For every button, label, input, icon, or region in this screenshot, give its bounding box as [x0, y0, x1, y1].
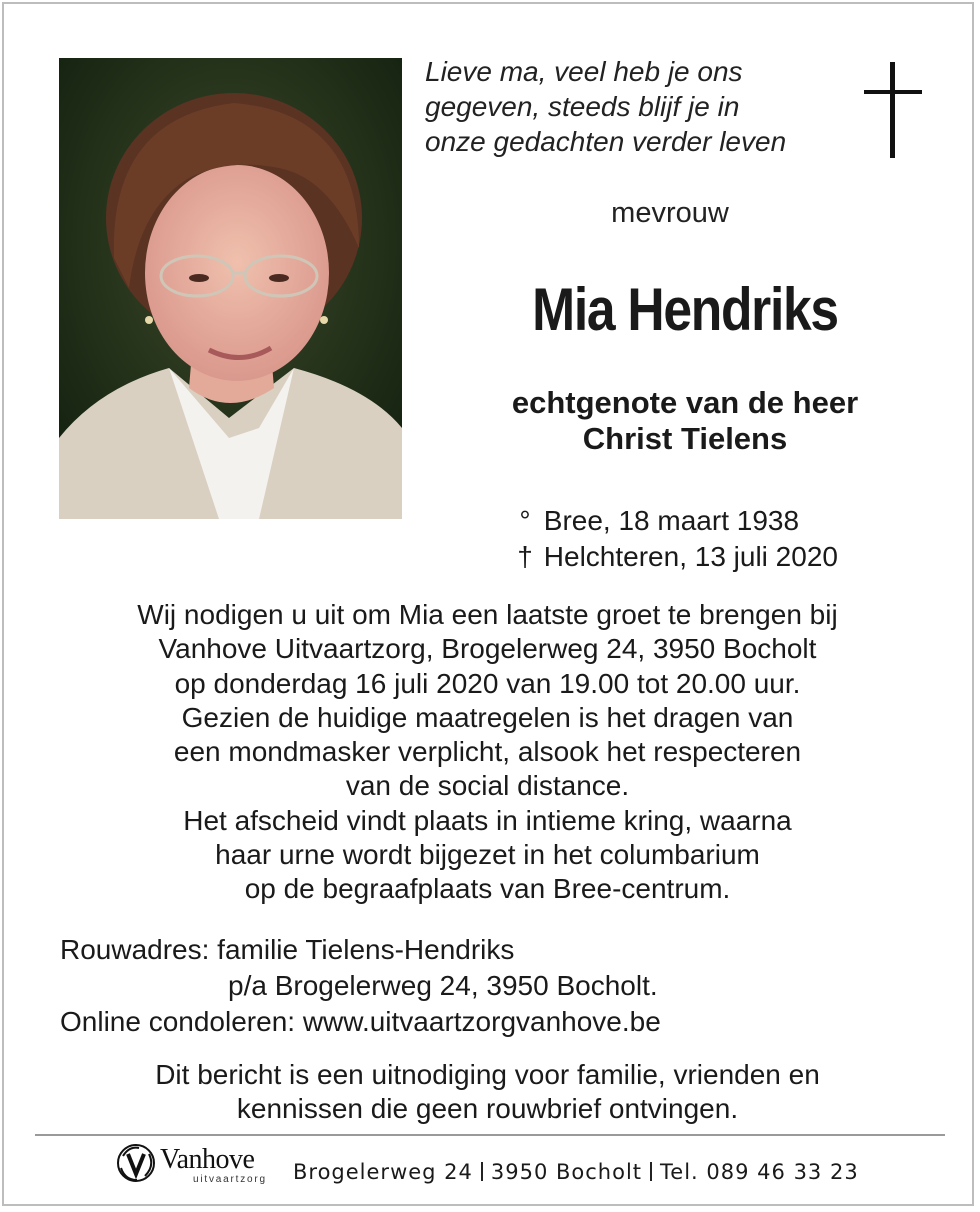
- footer-address: [293, 1160, 859, 1184]
- death-date: [514, 539, 838, 575]
- spouse-line: echtgenote van de heer: [511, 385, 859, 420]
- invitation-note: [40, 1058, 935, 1126]
- birth-symbol: °: [519, 505, 531, 536]
- deceased-name: Mia Hendriks: [532, 276, 838, 343]
- invitation-line: op donderdag 16 juli 2020 van 19.00 tot 20.00 uur.: [174, 667, 801, 699]
- invitation-line: op de begraafplaats van Bree-centrum.: [244, 873, 731, 905]
- separator: [650, 1162, 652, 1181]
- invitation-line: Het afscheid vindt plaats in intieme kring, waarna: [183, 804, 792, 836]
- poem-line: onze gedachten verder leven: [425, 126, 787, 157]
- online-condolence: Online condoleren: www.uitvaartzorgvanhove.be: [60, 1006, 661, 1037]
- invitation-line: Gezien de huidige maatregelen is het dragen van: [181, 701, 794, 733]
- brand-subtitle: uitvaartzorg: [193, 1174, 267, 1185]
- brand-name: Vanhove: [160, 1144, 255, 1175]
- death-symbol: †: [517, 541, 533, 572]
- portrait-photo: [59, 58, 402, 519]
- invitation-line: van de social distance.: [345, 770, 630, 802]
- life-dates: [514, 503, 838, 575]
- footer-street: Brogelerweg 24: [293, 1160, 473, 1184]
- separator: [481, 1162, 483, 1181]
- cross-icon: [864, 62, 922, 158]
- invitation-line: Wij nodigen u uit om Mia een laatste groet te brengen bij: [137, 599, 838, 630]
- birth-text: Bree, 18 maart 1938: [543, 505, 800, 536]
- salutation: mevrouw: [611, 197, 729, 229]
- footer-city: 3950 Bocholt: [490, 1160, 643, 1184]
- poem-quote: [425, 54, 845, 159]
- invitation-line: Vanhove Uitvaartzorg, Brogelerweg 24, 3950 Bocholt: [158, 633, 817, 665]
- spouse-info: [425, 385, 945, 457]
- note-line: Dit bericht is een uitnodiging voor familie, vrienden en: [155, 1059, 820, 1090]
- rouwadres: Rouwadres: familie Tielens-Hendriks: [60, 934, 515, 965]
- footer-divider: [35, 1134, 945, 1136]
- spouse-name: Christ Tielens: [582, 421, 788, 456]
- vanhove-logo-icon: [115, 1142, 157, 1184]
- rouwadres-address: p/a Brogelerweg 24, 3950 Bocholt.: [228, 970, 658, 1001]
- poem-line: Lieve ma, veel heb je ons: [425, 56, 743, 87]
- note-line: kennissen die geen rouwbrief ontvingen.: [236, 1093, 739, 1124]
- footer-phone: Tel. 089 46 33 23: [660, 1160, 859, 1184]
- death-text: Helchteren, 13 juli 2020: [543, 541, 838, 572]
- invitation-text: [40, 598, 935, 907]
- contact-info: [60, 932, 661, 1040]
- invitation-line: haar urne wordt bijgezet in het columbarium: [215, 839, 760, 871]
- poem-line: gegeven, steeds blijf je in: [425, 91, 740, 122]
- invitation-line: een mondmasker verplicht, alsook het respecteren: [173, 736, 802, 768]
- birth-date: [514, 503, 838, 539]
- vanhove-logo: [115, 1140, 295, 1188]
